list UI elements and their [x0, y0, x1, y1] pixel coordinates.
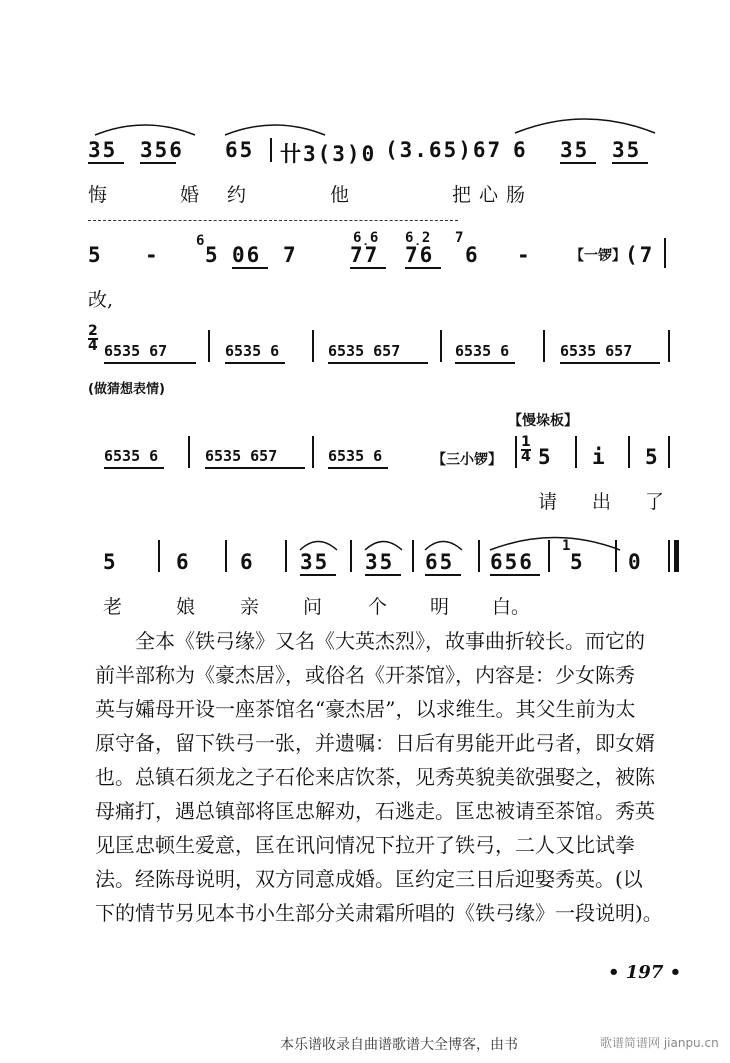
performance-note: (做猜想表情): [88, 382, 165, 397]
lyric: 个: [368, 596, 388, 618]
barline: [515, 436, 517, 468]
watermark: 歌谱简谱网 jianpu.cn: [600, 1036, 719, 1050]
measure: 6535 657: [328, 342, 401, 360]
barline: [668, 540, 670, 572]
note: 35: [88, 138, 118, 162]
lyric: 约: [227, 184, 247, 206]
grace-note: 6: [196, 233, 205, 249]
note: 35: [365, 550, 395, 574]
note: 65: [425, 550, 455, 574]
note: 5: [88, 243, 103, 267]
underline: [232, 267, 268, 269]
underline: [140, 162, 176, 164]
lyric: 问: [303, 596, 323, 618]
note: 5: [570, 550, 585, 574]
underline: [104, 467, 164, 469]
lyric: 出: [592, 491, 612, 513]
barline: [312, 436, 314, 468]
barline: [225, 540, 227, 572]
note: 6: [240, 550, 255, 574]
tempo-label: 【慢垛板】: [508, 413, 578, 429]
paragraph-line: 原守备，留下铁弓一张，并遗嘱：日后有男能开此弓者，即女婿: [95, 731, 655, 755]
note: 6: [176, 550, 191, 574]
measure: 6535 6: [328, 447, 383, 465]
lyric: 明: [430, 596, 450, 618]
note: 6: [465, 243, 480, 267]
grace-note: 6̣2: [405, 230, 431, 246]
lyric: 把心肠: [452, 184, 534, 206]
lyric: 了: [645, 491, 665, 513]
measure: 6535 6: [455, 342, 510, 360]
barline: [270, 138, 272, 162]
grace-note: 1: [562, 538, 571, 554]
underline: [560, 362, 660, 364]
paragraph-line: 前半部称为《豪杰居》，或俗名《开茶馆》，内容是：少女陈秀: [95, 663, 635, 687]
note: 356: [140, 138, 184, 162]
lyric: 改,: [88, 289, 114, 311]
note: 656: [490, 550, 534, 574]
note: (7: [625, 243, 655, 267]
percussion-marker: 【三小锣】: [432, 452, 502, 468]
note: i: [592, 445, 607, 469]
paragraph-line: 下的情节另见本书小生部分关肃霜所唱的《铁弓缘》一段说明)。: [95, 901, 663, 925]
paragraph-line: 全本《铁弓缘》又名《大英杰烈》，故事曲折较长。而它的: [135, 629, 645, 653]
measure: 6535 657: [205, 447, 278, 465]
paragraph-line: 法。经陈母说明，双方同意成婚。匡约定三日后迎娶秀英。(以: [95, 867, 643, 891]
barline: [668, 436, 670, 468]
note: 5: [645, 445, 660, 469]
barline: [285, 540, 287, 572]
underline: [225, 362, 285, 364]
lyric: 婚: [180, 184, 200, 206]
underline: [300, 574, 336, 576]
tie-line: [88, 220, 458, 221]
underline: [365, 574, 401, 576]
barline: [188, 436, 190, 468]
note: 6: [513, 138, 528, 162]
note: 77: [350, 243, 380, 267]
barline: [158, 540, 160, 572]
measure: 6535 6: [104, 447, 159, 465]
measure: 6535 6: [225, 342, 280, 360]
underline: [350, 267, 386, 269]
barline: [412, 540, 414, 572]
note: 65: [225, 138, 255, 162]
description-paragraph: [95, 624, 695, 930]
barline: [208, 330, 210, 362]
underline: [328, 362, 428, 364]
barline: [543, 330, 545, 362]
paragraph-line: 母痛打，遇总镇部将匡忠解劝，石逃走。匡忠被请至茶馆。秀英: [95, 799, 655, 823]
underline: [328, 467, 388, 469]
underline: [455, 362, 515, 364]
measure: 6535 657: [560, 342, 633, 360]
barline: [312, 330, 314, 362]
note: 06: [232, 243, 262, 267]
percussion-marker: 【一锣】: [570, 248, 626, 264]
underline: [490, 574, 540, 576]
note: 5: [103, 550, 118, 574]
grace-note: 7: [455, 230, 464, 246]
page-number: • 197 •: [608, 962, 682, 983]
note: 7: [283, 243, 298, 267]
note: -: [517, 243, 532, 267]
lyric: 悔: [88, 184, 108, 206]
note: 0: [628, 550, 643, 574]
note: (3.65)67: [385, 138, 503, 162]
barline: [478, 540, 480, 572]
underline: [560, 162, 596, 164]
barline: [668, 330, 670, 362]
lyric: 他: [330, 184, 350, 206]
barline: [664, 238, 666, 268]
lyric: 亲: [240, 596, 260, 618]
note: 5: [538, 445, 553, 469]
underline: [425, 574, 461, 576]
underline: [104, 362, 196, 364]
barline: [350, 540, 352, 572]
lyric: 白。: [492, 596, 531, 618]
underline: [88, 162, 124, 164]
lyric: 娘: [176, 596, 196, 618]
final-barline: [674, 540, 679, 572]
time-signature: 1 4: [521, 434, 531, 465]
slur-group-row5: [285, 525, 685, 555]
lyric: 请: [538, 491, 558, 513]
note: 35: [560, 138, 590, 162]
note: -: [145, 243, 160, 267]
underline: [405, 267, 441, 269]
barline: [548, 540, 550, 572]
note: 卄3(3)0: [280, 142, 377, 166]
paragraph-line: 也。总镇石须龙之子石伦来店饮茶，见秀英貌美欲强娶之，被陈: [95, 765, 655, 789]
note: 35: [300, 550, 330, 574]
measure: 6535 67: [104, 342, 168, 360]
time-signature: 2 4: [88, 323, 98, 354]
paragraph-line: 英与孀母开设一座茶馆名“豪杰居”，以求维生。其父生前为太: [95, 697, 636, 721]
note: 35: [612, 138, 642, 162]
note: 5: [205, 243, 220, 267]
barline: [628, 436, 630, 468]
paragraph-line: 见匡忠顿生爱意，匡在讯问情况下拉开了铁弓，二人又比试拳: [95, 833, 635, 857]
underline: [205, 467, 305, 469]
lyric: 老: [103, 596, 123, 618]
barline: [575, 436, 577, 468]
grace-note: 6̣6: [353, 230, 379, 246]
barline: [440, 330, 442, 362]
underline: [612, 162, 648, 164]
note: 76: [405, 243, 435, 267]
barline: [615, 540, 617, 572]
footer-text: 本乐谱收录自曲谱歌谱大全博客，由书: [280, 1037, 518, 1053]
